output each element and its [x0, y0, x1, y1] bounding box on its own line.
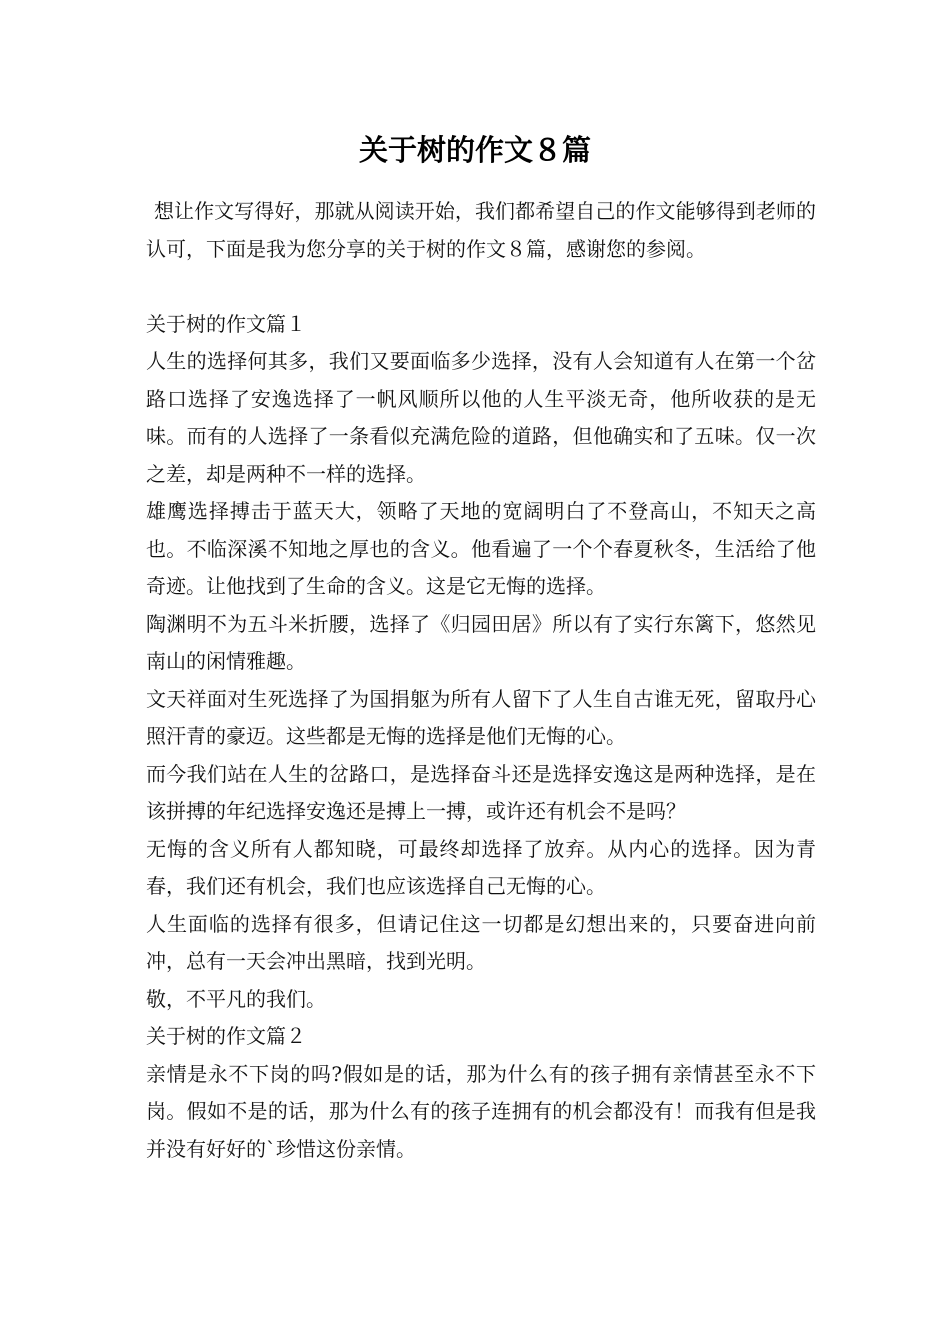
body-paragraph: 陶渊明不为五斗米折腰，选择了《归园田居》所以有了实行东篱下，悠然见南山的闲情雅趣。: [146, 611, 816, 673]
body-paragraph: 敬，不平凡的我们。: [146, 986, 326, 1011]
intro-paragraph: 想让作文写得好，那就从阅读开始，我们都希望自己的作文能够得到老师的认可，下面是我为您分享的关于树的作文８篇，感谢您的参阅。: [146, 199, 816, 261]
section-heading: 关于树的作文篇２: [146, 1024, 306, 1048]
section-heading: 关于树的作文篇１: [146, 311, 306, 336]
body-paragraph: 人生的选择何其多，我们又要面临多少选择，没有人会知道有人在第一个岔路口选择了安逸选择了一帆风顺所以他的人生平淡无奇，他所收获的是无味。而有的人选择了一条看似充满危险的道路，但他确实和了五味。仅一次之差，却是两种不一样的选择。: [146, 349, 816, 486]
document-body: [146, 193, 816, 1168]
body-paragraph: 无悔的含义所有人都知晓，可最终却选择了放弃。从内心的选择。因为青春，我们还有机会，我们也应该选择自己无悔的心。: [146, 836, 816, 898]
body-paragraph: 人生面临的选择有很多，但请记住这一切都是幻想出来的，只要奋进向前冲，总有一天会冲出黑暗，找到光明。: [146, 911, 816, 973]
body-paragraph: 亲情是永不下岗的吗?假如是的话，那为什么有的孩子拥有亲情甚至永不下岗。假如不是的话，那为什么有的孩子连拥有的机会都没有！而我有但是我并没有好好的`珍惜这份亲情。: [146, 1061, 816, 1161]
document-title: 关于树的作文８篇: [358, 133, 591, 167]
section-2: [146, 1018, 816, 1168]
body-paragraph: 而今我们站在人生的岔路口，是选择奋斗还是选择安逸这是两种选择，是在该拼搏的年纪选择安逸还是搏上一搏，或许还有机会不是吗？: [146, 761, 816, 823]
body-paragraph: 雄鹰选择搏击于蓝天大，领略了天地的宽阔明白了不登高山，不知天之高也。不临深溪不知地之厚也的含义。他看遍了一个个春夏秋冬，生活给了他奇迹。让他找到了生命的含义。这是它无悔的选择。: [146, 499, 816, 598]
body-paragraph: 文天祥面对生死选择了为国捐躯为所有人留下了人生自古谁无死，留取丹心照汗青的豪迈。这些都是无悔的选择是他们无悔的心。: [146, 686, 816, 748]
section-1: [146, 306, 816, 1019]
